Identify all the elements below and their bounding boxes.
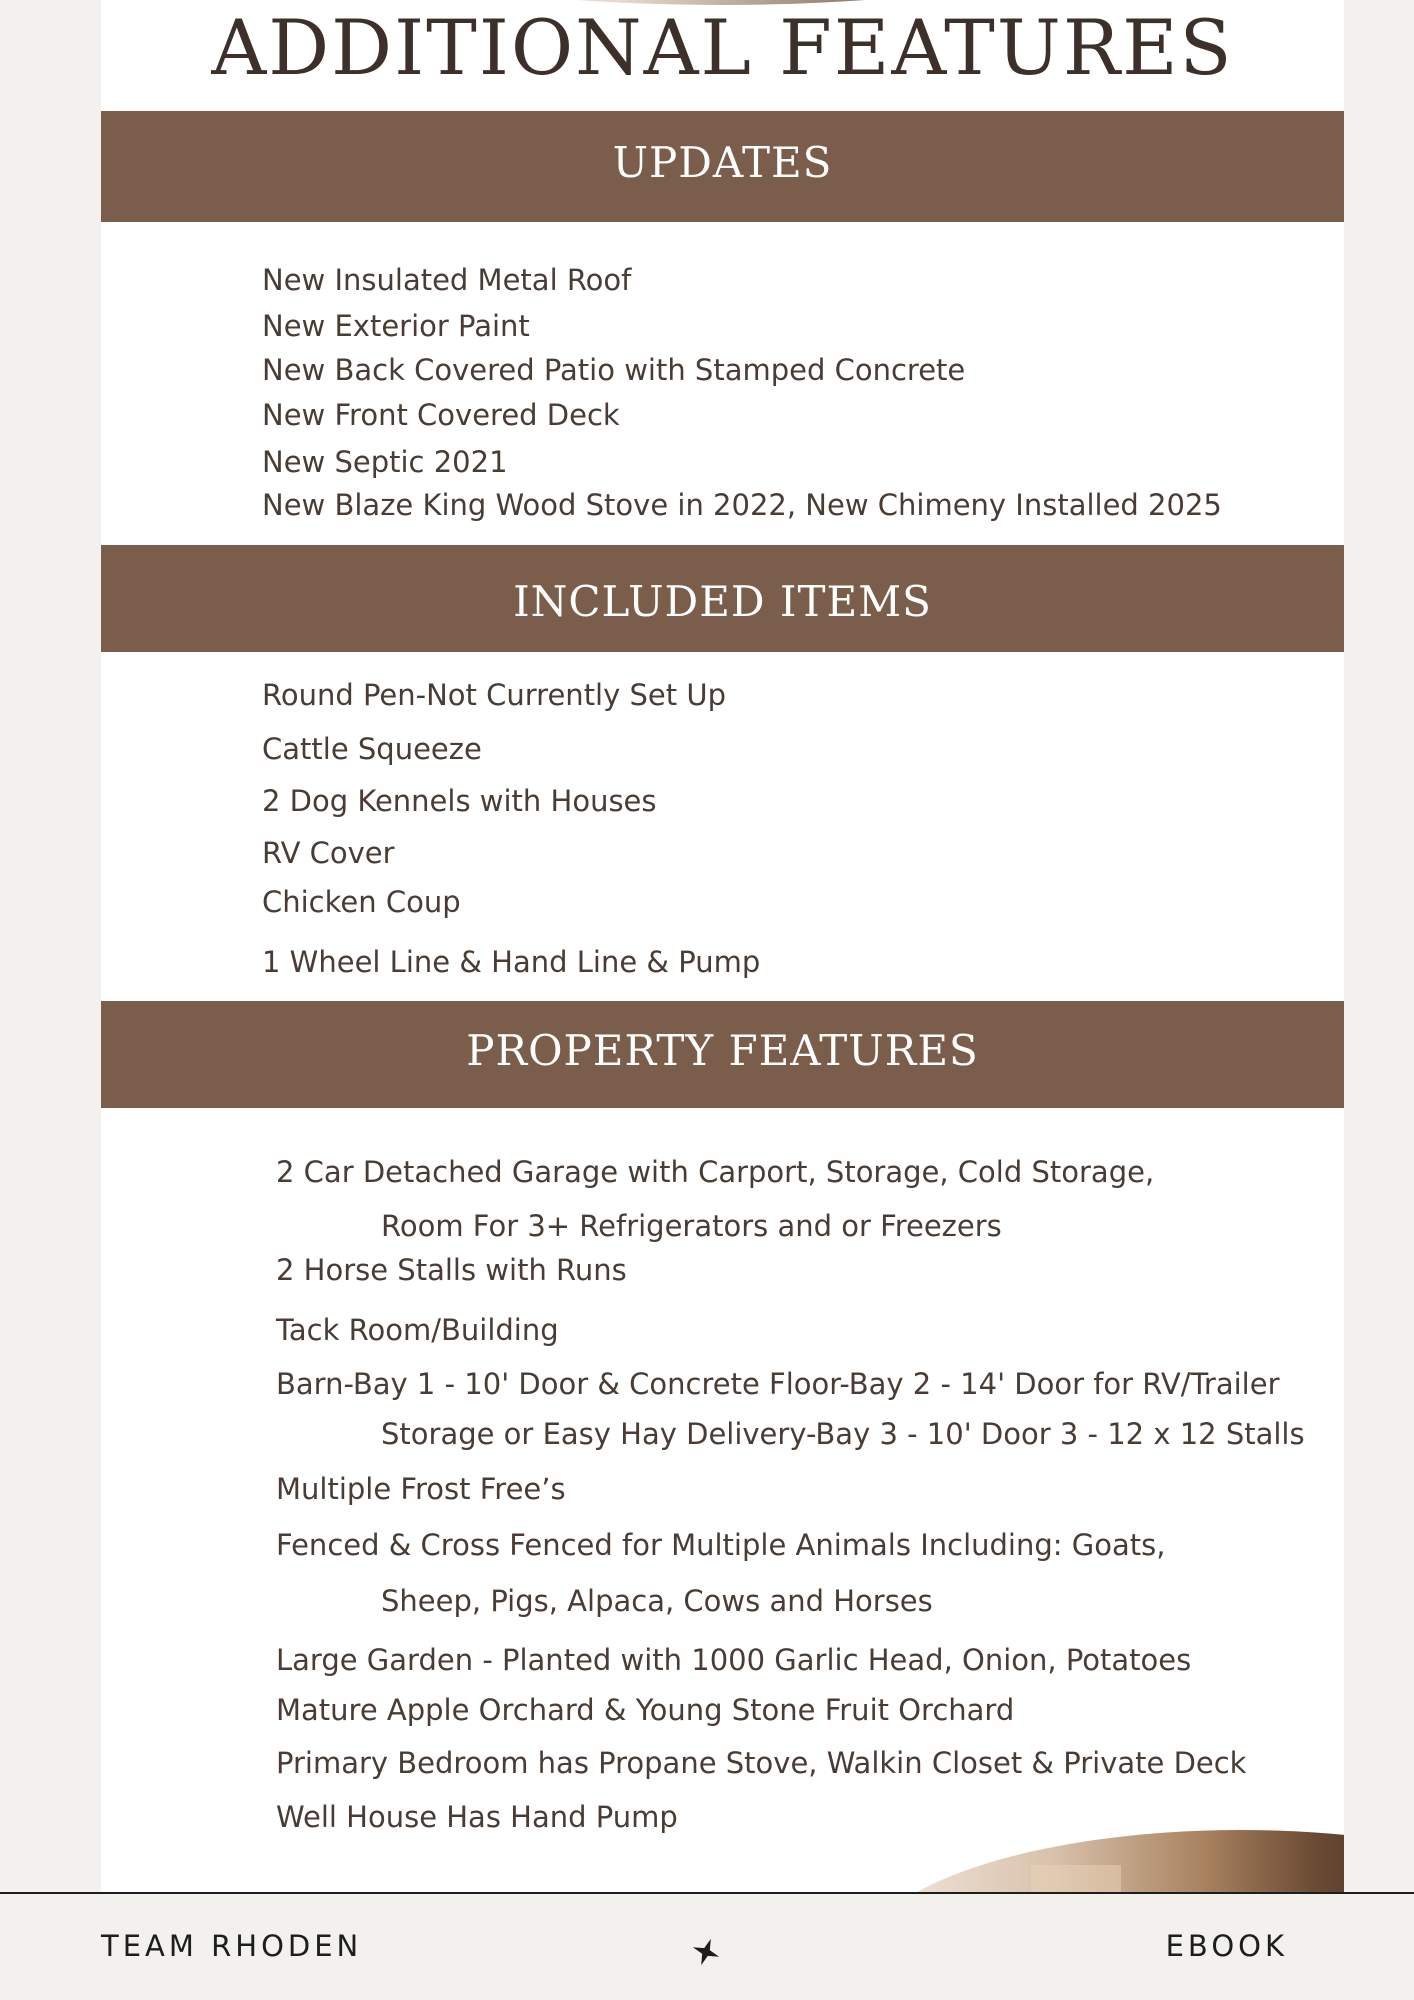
list-item: 2 Horse Stalls with Runs xyxy=(276,1253,627,1287)
list-item: RV Cover xyxy=(262,836,395,870)
list-item: Primary Bedroom has Propane Stove, Walkin Closet & Private Deck xyxy=(276,1746,1247,1780)
list-item: Round Pen-Not Currently Set Up xyxy=(262,678,726,712)
list-item: New Back Covered Patio with Stamped Concrete xyxy=(262,353,966,387)
list-item: 2 Car Detached Garage with Carport, Storage, Cold Storage, xyxy=(276,1155,1155,1189)
footer-divider xyxy=(0,1892,1414,1894)
list-item: Well House Has Hand Pump xyxy=(276,1800,678,1834)
page-title: ADDITIONAL FEATURES xyxy=(211,3,1234,92)
list-item: New Insulated Metal Roof xyxy=(262,263,632,297)
list-item-continuation: Room For 3+ Refrigerators and or Freezers xyxy=(381,1209,1002,1243)
footer-ebook-label: EBOOK xyxy=(1165,1929,1288,1963)
list-item: New Septic 2021 xyxy=(262,445,508,479)
list-item: Chicken Coup xyxy=(262,885,461,919)
list-item: 2 Dog Kennels with Houses xyxy=(262,784,657,818)
list-item-continuation: Sheep, Pigs, Alpaca, Cows and Horses xyxy=(381,1584,933,1618)
four-point-star-icon xyxy=(688,1934,724,1970)
list-item-continuation: Storage or Easy Hay Delivery-Bay 3 - 10' Door 3 - 12 x 12 Stalls xyxy=(381,1417,1305,1451)
list-item: Mature Apple Orchard & Young Stone Fruit Orchard xyxy=(276,1693,1015,1727)
section-heading-property-features: PROPERTY FEATURES xyxy=(101,1001,1344,1108)
footer-brand: TEAM RHODEN xyxy=(101,1929,363,1963)
list-item: 1 Wheel Line & Hand Line & Pump xyxy=(262,945,761,979)
list-item: New Front Covered Deck xyxy=(262,398,620,432)
list-item: Multiple Frost Free’s xyxy=(276,1472,566,1506)
section-heading-included-items: INCLUDED ITEMS xyxy=(101,545,1344,652)
list-item: Tack Room/Building xyxy=(276,1313,559,1347)
section-heading-updates: UPDATES xyxy=(101,111,1344,222)
list-item: Cattle Squeeze xyxy=(262,732,482,766)
list-item: New Exterior Paint xyxy=(262,309,530,343)
list-item: Fenced & Cross Fenced for Multiple Animals Including: Goats, xyxy=(276,1528,1166,1562)
document-page xyxy=(101,0,1344,1893)
list-item: Barn-Bay 1 - 10' Door & Concrete Floor-Bay 2 - 14' Door for RV/Trailer xyxy=(276,1367,1280,1401)
list-item: Large Garden - Planted with 1000 Garlic Head, Onion, Potatoes xyxy=(276,1643,1192,1677)
list-item: New Blaze King Wood Stove in 2022, New Chimeny Installed 2025 xyxy=(262,488,1222,522)
decorative-photo-bottom xyxy=(861,1830,1344,1893)
